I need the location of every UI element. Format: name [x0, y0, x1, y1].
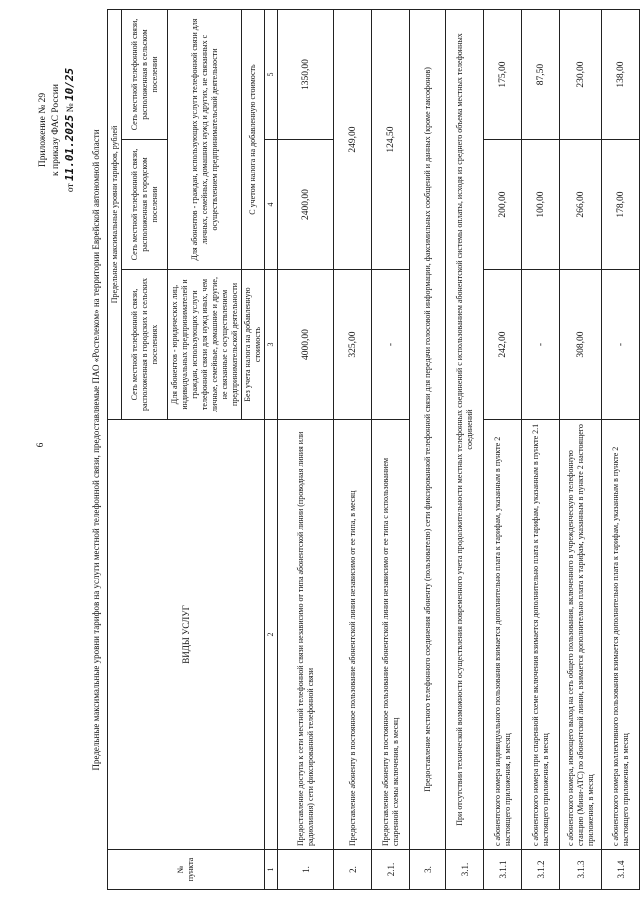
row-value: 4000,00	[278, 270, 334, 420]
page-number: 6	[35, 442, 45, 448]
section-row	[410, 9, 446, 889]
row-text: с абонентского номера индивидуального пользования взимается дополнительно плата к тарифам, указанным в пункте 2 настоящего приложения, в месяц	[484, 420, 522, 850]
row-value: 138,00	[602, 9, 640, 139]
header-net-rural: Сеть местной телефонной связи, расположенная в сельском поселении	[122, 9, 168, 139]
row-num: 3.1.1	[484, 850, 522, 890]
section-text: Предоставление местного телефонного соединения абоненту (пользователю) сети фиксированной телефонной связи для передачи голосовой информации, факсимильных сообщений и данных (кроме таксофонов)	[410, 9, 446, 849]
row-value: 200,00	[484, 140, 522, 270]
appendix-line2: к приказу ФАС России	[51, 84, 61, 176]
row-text: Предоставление доступа к сети местной телефонной связи независимо от типа абонентской линии (проводная линия или радиолиния) сети фиксированной телефонной связи	[278, 420, 334, 850]
table-row	[560, 9, 602, 889]
row-value: 100,00	[522, 140, 560, 270]
colnum: 5	[265, 9, 278, 139]
header-legal: Для абонентов - юридических лиц, индивидуальных предпринимателей и граждан, использующих услуги телефонной связи для нужд иных, чем личные, семейные, домашние и другие, не связанные с осуществлением предпринимательской деятельности	[168, 270, 242, 420]
row-value: -	[372, 270, 410, 420]
row-text: Предоставление абоненту в постоянное пользование абонентской линии независимо от ее типа, в месяц	[334, 420, 372, 850]
row-value: 249,00	[334, 9, 372, 269]
rotated-content	[35, 0, 630, 900]
appendix-no: №	[66, 103, 76, 113]
row-num: 3.1.3	[560, 850, 602, 890]
header-vat: С учетом налога на добавленную стоимость	[242, 9, 265, 269]
handwritten-number: 10/25	[63, 67, 76, 101]
row-text: с абонентского номера коллективного пользования взимается дополнительно плата к тарифам, указанным в пункте 2 настоящего приложения, в месяц	[602, 420, 640, 850]
colnum: 4	[265, 140, 278, 270]
row-num: 1.	[278, 850, 334, 890]
row-num: 3.	[410, 850, 446, 890]
tariff-table	[107, 9, 640, 890]
row-value: 308,00	[560, 270, 602, 420]
row-value: 266,00	[560, 140, 602, 270]
header-row-1	[108, 9, 122, 889]
handwritten-date: 11.01.2025	[63, 114, 76, 182]
row-value: 175,00	[484, 9, 522, 139]
document-title: Предельные максимальные уровни тарифов на услуги местной телефонной связи, предоставляемые ПАО «Ростелеком» на территории Еврейской автономной области	[91, 129, 101, 771]
colnum: 3	[265, 270, 278, 420]
header-services: ВИДЫ УСЛУГ	[108, 420, 265, 850]
table-row	[522, 9, 560, 889]
row-num: 3.1.2	[522, 850, 560, 890]
appendix-from: от	[66, 183, 76, 193]
row-value: -	[522, 270, 560, 420]
row-num: 3.1.	[446, 850, 484, 890]
row-value: 124,50	[372, 9, 410, 269]
table-row	[278, 9, 334, 889]
row-value: 230,00	[560, 9, 602, 139]
colnum-row	[265, 9, 278, 889]
appendix-line1: Приложение № 29	[38, 92, 48, 168]
section-text: При отсутствии технической возможности осуществления повременного учета продолжительности местных телефонных соединений с использованием абонентской системы оплаты, исходя из среднего объема местных телефонных соединений	[446, 9, 484, 849]
row-text: с абонентского номера, имеющего выход на сеть общего пользования, включенного в учрежденческую телефонную станцию (Мини-АТС) по абонентской линии, взимается дополнительно плата к тарифам, указанным в пункте 2 настоящего приложения, в месяц	[560, 420, 602, 850]
row-value: 1350,00	[278, 9, 334, 139]
header-net-city: Сеть местной телефонной связи, расположенная в городских и сельских поселениях	[122, 270, 168, 420]
row-value: 242,00	[484, 270, 522, 420]
row-value: 87,50	[522, 9, 560, 139]
header-no-vat: Без учета налога на добавленную стоимость	[242, 270, 265, 420]
appendix-header	[37, 0, 78, 260]
row-text: с абонентского номера при спаренной схеме включения взимается дополнительно плата к тарифам, указанным в пункте 2.1 настоящего приложения, в месяц	[522, 420, 560, 850]
table-row	[334, 9, 372, 889]
colnum: 1	[265, 850, 278, 890]
row-value: -	[602, 270, 640, 420]
header-num: № пункта	[108, 850, 265, 890]
row-value: 2400,00	[278, 140, 334, 270]
row-num: 3.1.4	[602, 850, 640, 890]
section-row	[446, 9, 484, 889]
table-row	[602, 9, 640, 889]
header-net-city2: Сеть местной телефонной связи, расположенная в городском поселении	[122, 140, 168, 270]
header-citizens: Для абонентов - граждан, использующих услуги телефонной связи для личных, семейных, домашних нужд и других, не связанных с осуществлением предпринимательской деятельности	[168, 9, 242, 269]
row-num: 2.1.	[372, 850, 410, 890]
colnum: 2	[265, 420, 278, 850]
row-value: 178,00	[602, 140, 640, 270]
row-text: Предоставление абоненту в постоянное пользование абонентской линии независимо от ее типа с использованием спаренной схемы включения, в месяц	[372, 420, 410, 850]
table-row	[372, 9, 410, 889]
appendix-line3	[63, 0, 78, 260]
table-row	[484, 9, 522, 889]
row-value: 325,00	[334, 270, 372, 420]
row-num: 2.	[334, 850, 372, 890]
header-levels: Предельные максимальные уровни тарифов, рублей	[108, 9, 122, 419]
